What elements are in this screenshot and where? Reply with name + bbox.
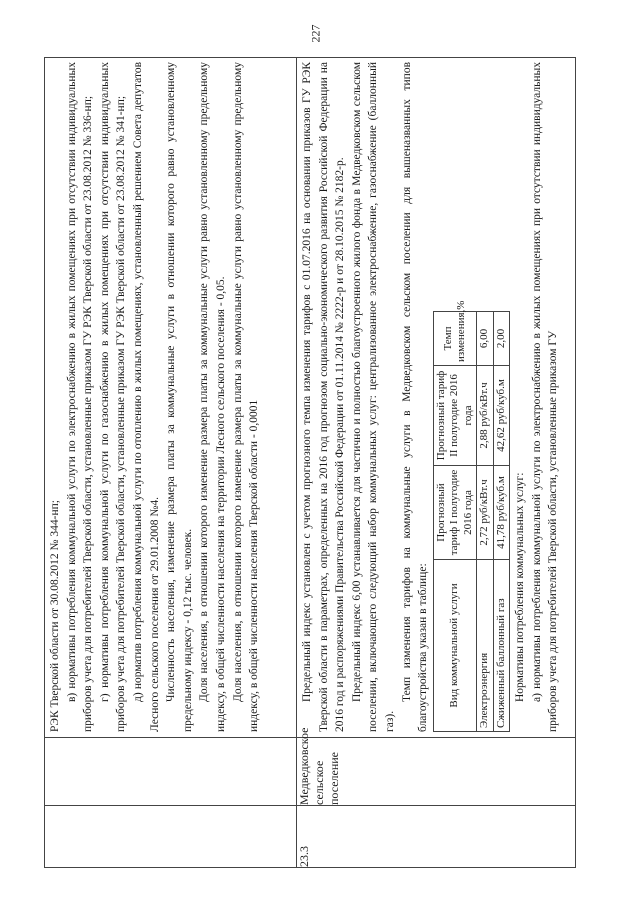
row-settlement-cell: Медведковское сельское поселение <box>297 738 576 806</box>
paragraph: РЭК Тверской области от 30.08.2012 № 344-нп; <box>49 500 61 732</box>
row-settlement-cell <box>45 738 297 806</box>
paragraph: а) нормативы потребления коммунальной услуги по электроснабжению в жилых помещениях при отсутствии индивидуальных приборов учета для потребителей Тверской области, установленные приказом ГУ <box>530 62 560 732</box>
tariff-header-row <box>433 312 477 732</box>
paragraph: Темп изменения тарифов на коммунальные услуги в Медведковском сельском поселении для вышеназванных типов благоустройства указан в таблице: <box>400 62 430 732</box>
paragraph: д) норматив потребления коммунальной услуги по отоплению в жилых помещениях, установленный решением Совета депутатов Лесного сельского поселения от 29.01.2008 №4. <box>131 62 161 732</box>
tariff-cell: 2,00 <box>493 312 510 366</box>
paragraph: Предельный индекс установлен с учетом прогнозного темпа изменения тарифов с 01.07.2016 на основании приказов ГУ РЭК Тверской области в параметрах, определенных на 2016 год прогнозом социально-экономического развития Российской Федерации на 2016 год и распоряжениями Правительства Российской Федерации от 01.11.2014 № 2222-р и от 28.10.2015 № 2182-р. <box>301 62 347 732</box>
table-row <box>45 58 297 868</box>
tariff-header: Вид коммунальной услуги <box>433 560 477 732</box>
paragraph: в) нормативы потребления коммунальной услуги по электроснабжению в жилых помещениях при отсутствии индивидуальных приборов учета для потребителей Тверской области, установленные приказом ГУ РЭК Тверской области от 23.08.2012 № 336-нп; <box>65 62 95 732</box>
paragraph: г) нормативы потребления коммунальной услуги по газоснабжению в жилых помещениях при отсутствии индивидуальных приборов учета для потребителей Тверской области, установленные приказом ГУ РЭК Тверской области от 23.08.2012 № 341-нп; <box>98 62 128 732</box>
tariff-header: Темп изменения,% <box>433 312 477 366</box>
description-text <box>45 58 263 737</box>
tariff-cell: 41,78 руб/куб.м <box>493 466 510 560</box>
paragraph: Численность населения, изменение размера платы за коммунальные услуги в отношении которого равно установленному предельному индексу - 0,12 тыс. человек. <box>165 62 194 732</box>
row-description-cell <box>45 58 297 738</box>
paragraph: Доля населения, в отношении которого изменение размера платы за коммунальные услуги равно установленному предельному индексу, в общей численности населения Тверской области - 0,0001 <box>231 62 261 732</box>
tariff-cell: Электроэнергия <box>477 560 494 732</box>
tariff-cell: Сжиженный баллонный газ <box>493 560 510 732</box>
row-code-cell: 23.3 <box>297 806 576 868</box>
tariff-row <box>493 312 510 732</box>
description-text <box>297 58 562 737</box>
tariff-table <box>433 300 511 732</box>
tariff-header: Прогнозный тариф I полугодие 2016 года <box>433 466 477 560</box>
paragraph: Нормативы потребления коммунальных услуг: <box>514 472 527 702</box>
settlements-table <box>44 57 576 868</box>
table-row <box>297 58 576 868</box>
tariff-cell: 6,00 <box>477 312 494 366</box>
tariff-cell: 2,72 руб/кВт.ч <box>477 466 494 560</box>
tariff-row <box>477 312 494 732</box>
row-code-cell <box>45 806 297 868</box>
tariff-cell: 2,88 руб/кВт.ч <box>477 366 494 466</box>
paragraph: Доля населения, в отношении которого изменение размера платы за коммунальные услуги равно установленному предельному индексу, в общей численности населения на территории Лесного сельского поселения - 0,05. <box>198 62 227 732</box>
tariff-header: Прогнозный тариф II полугодие 2016 года <box>433 366 477 466</box>
page-number: 227 <box>308 24 323 42</box>
tariff-cell: 42,62 руб/куб.м <box>493 366 510 466</box>
row-description-cell <box>297 58 576 738</box>
paragraph: Предельный индекс 6,00 устанавливается для частично и полностью благоустроенного жилого фонда в Медведковском сельском поселении, включающего следующий набор коммунальных услуг: централизованное электроснабжение, газоснабжение (баллонный газ). <box>350 62 396 732</box>
rotated-page <box>44 58 576 868</box>
